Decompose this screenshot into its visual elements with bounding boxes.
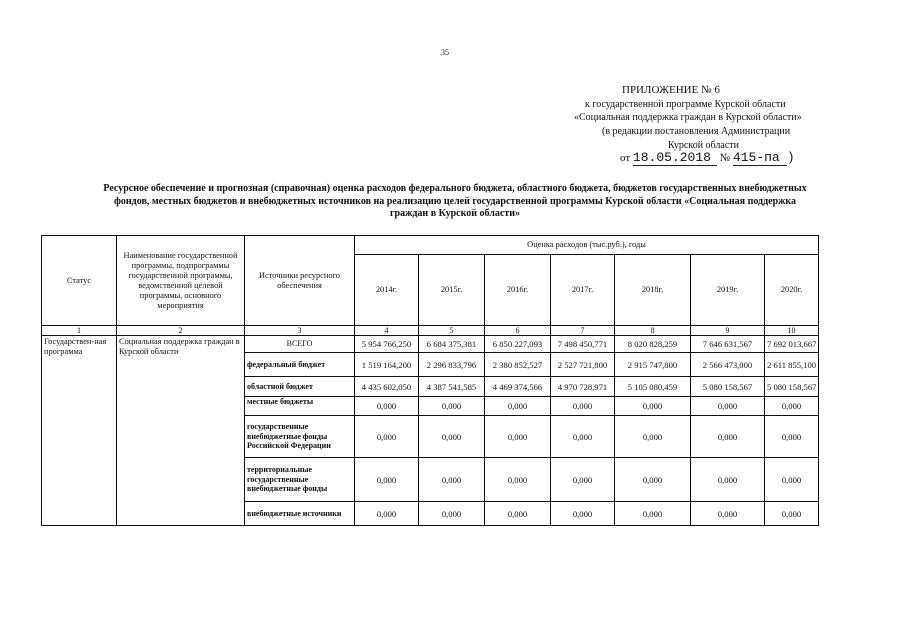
appendix-line: (в редакции постановления Администрации — [602, 126, 791, 137]
resolution-date-line — [620, 150, 795, 166]
value-cell: 0,000 — [355, 416, 419, 458]
column-index: 7 — [551, 326, 615, 336]
value-cell: 2 611 855,100 — [765, 353, 819, 377]
number-prefix: № — [719, 152, 731, 164]
appendix-block — [0, 0, 905, 200]
resource-table — [41, 235, 819, 526]
source-cell: ВСЕГО — [245, 336, 355, 353]
value-cell: 0,000 — [419, 502, 485, 526]
header-year: 2020г. — [765, 255, 819, 326]
column-index: 5 — [419, 326, 485, 336]
value-cell: 0,000 — [691, 416, 765, 458]
value-cell: 0,000 — [485, 502, 551, 526]
header-status: Статус — [42, 236, 117, 326]
value-cell: 4 435 602,050 — [355, 377, 419, 397]
column-index: 3 — [245, 326, 355, 336]
source-cell: областной бюджет — [245, 377, 355, 397]
column-index: 10 — [765, 326, 819, 336]
value-cell: 0,000 — [551, 502, 615, 526]
closing-paren: ) — [786, 150, 795, 165]
value-cell: 0,000 — [615, 458, 691, 502]
source-cell: государственные внебюджетные фонды Российской Федерации — [245, 416, 355, 458]
status-cell: Государствен-ная программа — [42, 336, 117, 526]
column-index: 1 — [42, 326, 117, 336]
value-cell: 0,000 — [485, 397, 551, 416]
value-cell: 7 692 013,667 — [765, 336, 819, 353]
value-cell: 5 080 158,567 — [765, 377, 819, 397]
header-year: 2018г. — [615, 255, 691, 326]
value-cell: 8 020 828,259 — [615, 336, 691, 353]
column-index: 2 — [117, 326, 245, 336]
value-cell: 2 566 473,000 — [691, 353, 765, 377]
value-cell: 7 646 631,567 — [691, 336, 765, 353]
value-cell: 0,000 — [691, 502, 765, 526]
source-cell: местные бюджеты — [245, 397, 355, 416]
value-cell: 0,000 — [419, 458, 485, 502]
value-cell: 4 469 374,566 — [485, 377, 551, 397]
appendix-line: Курской области — [668, 140, 739, 151]
value-cell: 2 296 833,796 — [419, 353, 485, 377]
value-cell: 4 387 541,585 — [419, 377, 485, 397]
appendix-title: ПРИЛОЖЕНИЕ № 6 — [622, 84, 720, 96]
value-cell: 5 954 766,250 — [355, 336, 419, 353]
value-cell: 0,000 — [551, 458, 615, 502]
value-cell: 0,000 — [615, 397, 691, 416]
column-index: 9 — [691, 326, 765, 336]
appendix-line: «Социальная поддержка граждан в Курской области» — [574, 112, 802, 123]
header-sources: Источники ресурсного обеспечения — [245, 236, 355, 326]
value-cell: 0,000 — [419, 397, 485, 416]
value-cell: 1 519 164,200 — [355, 353, 419, 377]
value-cell: 2 380 852,527 — [485, 353, 551, 377]
header-year: 2016г. — [485, 255, 551, 326]
value-cell: 0,000 — [615, 416, 691, 458]
document-title: Ресурсное обеспечение и прогнозная (справочная) оценка расходов федерального бюджета, областного бюджета, бюджетов государственных внебюджетных фондов, местных бюджетов и внебюджетных источников на реализацию целей государственной программы Курской области «Социальная поддержка граждан в Курской области» — [103, 183, 807, 220]
value-cell: 0,000 — [485, 458, 551, 502]
header-estimate: Оценка расходов (тыс.руб.), годы — [355, 236, 819, 255]
value-cell: 0,000 — [355, 458, 419, 502]
value-cell: 5 080 158,567 — [691, 377, 765, 397]
resolution-date: 18.05.2018 — [632, 150, 711, 165]
value-cell: 0,000 — [355, 397, 419, 416]
value-cell: 0,000 — [551, 416, 615, 458]
value-cell: 0,000 — [419, 416, 485, 458]
value-cell: 0,000 — [765, 416, 819, 458]
program-name-cell: Социальная поддержка граждан в Курской области — [117, 336, 245, 526]
page-number: 35 — [441, 48, 449, 57]
value-cell: 5 105 080,459 — [615, 377, 691, 397]
resolution-number: 415-па — [732, 150, 780, 165]
value-cell: 0,000 — [615, 502, 691, 526]
source-cell: внебюджетные источники — [245, 502, 355, 526]
appendix-line: к государственной программе Курской области — [585, 99, 786, 110]
value-cell: 6 684 375,381 — [419, 336, 485, 353]
column-index: 4 — [355, 326, 419, 336]
value-cell: 0,000 — [765, 458, 819, 502]
value-cell: 4 970 728,971 — [551, 377, 615, 397]
date-prefix: от — [620, 152, 631, 164]
value-cell: 0,000 — [765, 397, 819, 416]
header-year: 2015г. — [419, 255, 485, 326]
header-year: 2017г. — [551, 255, 615, 326]
column-index: 6 — [485, 326, 551, 336]
table-row — [42, 336, 819, 353]
header-name: Наименование государственной программы, подпрограммы государственной программы, ведомственной целевой программы, основного мероприятия — [117, 236, 245, 326]
header-year: 2019г. — [691, 255, 765, 326]
value-cell: 0,000 — [551, 397, 615, 416]
column-index: 8 — [615, 326, 691, 336]
value-cell: 6 850 227,093 — [485, 336, 551, 353]
value-cell: 2 915 747,800 — [615, 353, 691, 377]
value-cell: 2 527 721,800 — [551, 353, 615, 377]
header-year: 2014г. — [355, 255, 419, 326]
column-index-row — [42, 326, 819, 336]
value-cell: 0,000 — [355, 502, 419, 526]
source-cell: федеральный бюджет — [245, 353, 355, 377]
value-cell: 0,000 — [691, 458, 765, 502]
value-cell: 0,000 — [485, 416, 551, 458]
value-cell: 0,000 — [691, 397, 765, 416]
value-cell: 7 498 450,771 — [551, 336, 615, 353]
source-cell: территориальные государственные внебюджетные фонды — [245, 458, 355, 502]
value-cell: 0,000 — [765, 502, 819, 526]
